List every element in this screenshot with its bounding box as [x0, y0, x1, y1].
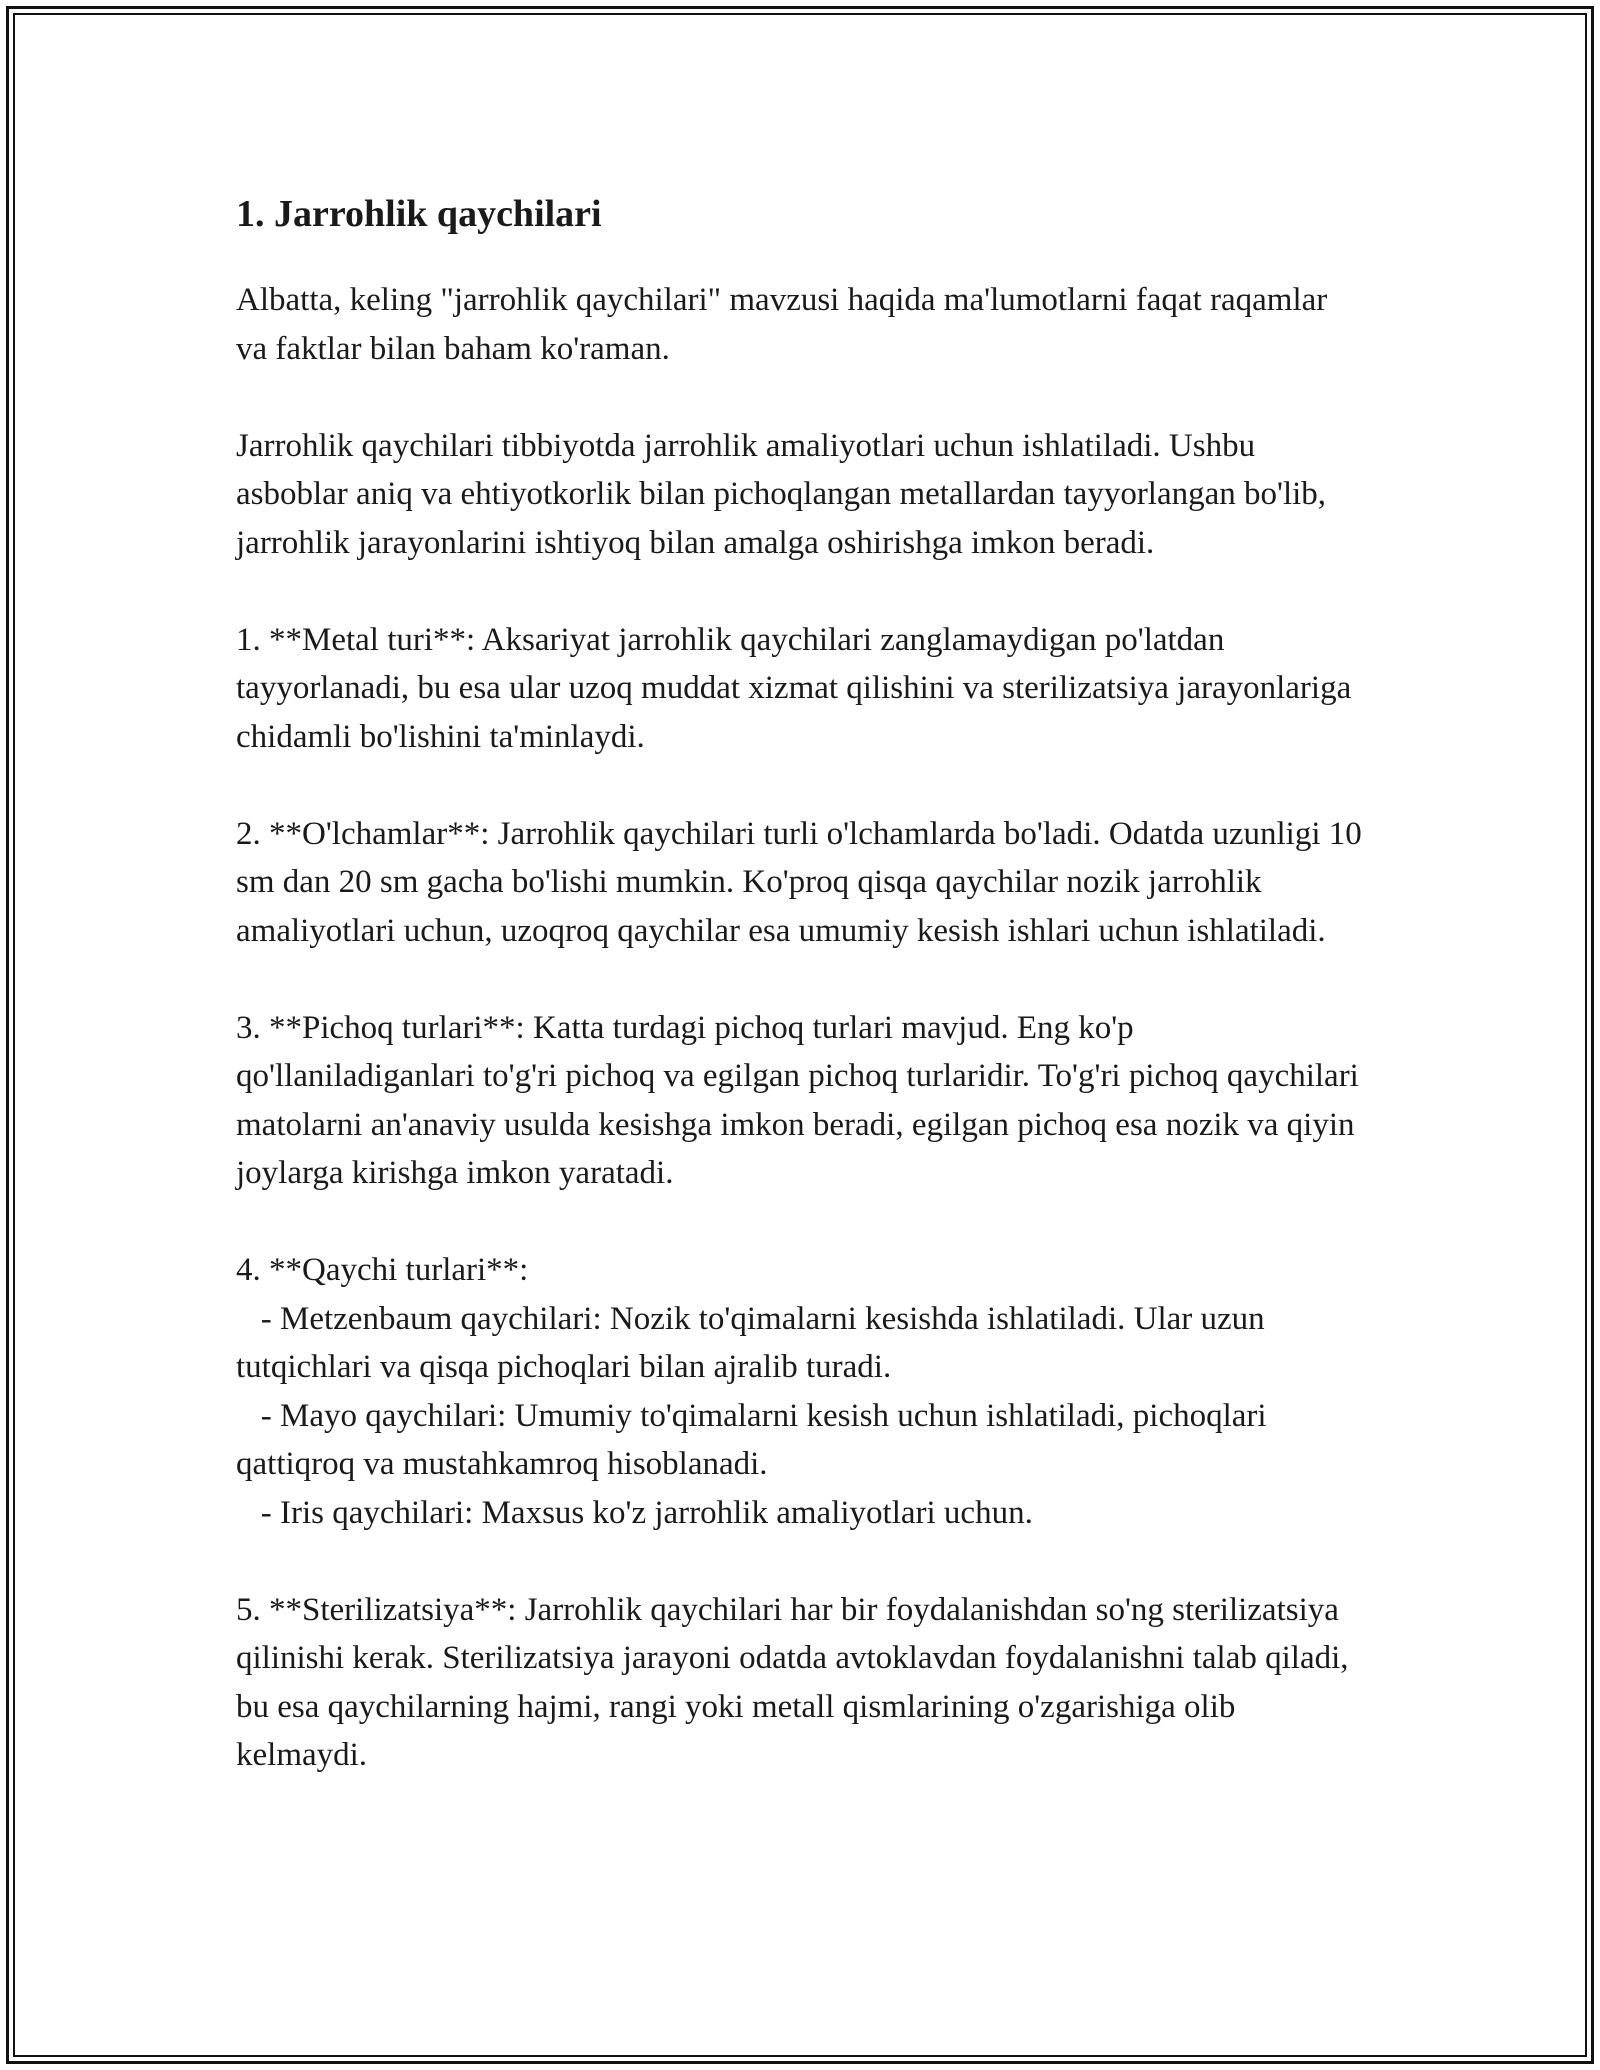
scissor-type-iris: - Iris qaychilari: Maxsus ko'z jarrohlik amaliyotlari uchun. [236, 1494, 1033, 1531]
sterilization-paragraph: 5. **Sterilizatsiya**: Jarrohlik qaychilari har bir foydalanishdan so'ng sterilizatsiya qilinishi kerak. Sterilizatsiya jarayoni odatda avtoklavdan foydalanishni talab qiladi, bu esa qaychilarning hajmi, rangi yoki metall qismlarining o'zgarishiga olib kelmaydi. [236, 1591, 1349, 1773]
scissor-type-metzenbaum: - Metzenbaum qaychilari: Nozik to'qimalarni kesishda ishlatiladi. Ular uzun tutqichlari va qisqa pichoqlari bilan ajralib turadi. [236, 1300, 1273, 1385]
metal-type-paragraph: 1. **Metal turi**: Aksariyat jarrohlik qaychilari zanglamaydigan po'latdan tayyorlanadi, bu esa ular uzoq muddat xizmat qilishini va sterilizatsiya jarayonlariga chidamli bo'lishini ta'minlaydi. [236, 621, 1352, 755]
overview-paragraph: Jarrohlik qaychilari tibbiyotda jarrohlik amaliyotlari uchun ishlatiladi. Ushbu asboblar aniq va ehtiyotkorlik bilan pichoqlangan metallardan tayyorlangan bo'lib, jarrohlik jarayonlarini ishtiyoq bilan amalga oshirishga imkon beradi. [236, 427, 1327, 561]
scissor-types-heading: 4. **Qaychi turlari**: [236, 1252, 529, 1288]
intro-paragraph: Albatta, keling "jarrohlik qaychilari" mavzusi haqida ma'lumotlarni faqat raqamlar va faktlar bilan baham ko'raman. [236, 282, 1328, 367]
sizes-paragraph: 2. **O'lchamlar**: Jarrohlik qaychilari turli o'lchamlarda bo'ladi. Odatda uzunligi 10 sm dan 20 sm gacha bo'lishi mumkin. Ko'proq qisqa qaychilar nozik jarrohlik amaliyotlari uchun, uzoqroq qaychilar esa umumiy kesish ishlari uchun ishlatiladi. [236, 815, 1362, 949]
document-title: 1. Jarrohlik qaychilari [236, 193, 602, 235]
scissor-types-section [236, 1246, 1366, 1537]
blade-types-paragraph: 3. **Pichoq turlari**: Katta turdagi pichoq turlari mavjud. Eng ko'p qo'llaniladiganlari to'g'ri pichoq va egilgan pichoq turlaridir. To'g'ri pichoq qaychilari matolarni an'anaviy usulda kesishga imkon beradi, egilgan pichoq esa nozik va qiyin joylarga kirishga imkon yaratadi. [236, 1009, 1359, 1191]
document-body [236, 186, 1366, 1780]
scissor-type-mayo: - Mayo qaychilari: Umumiy to'qimalarni kesish uchun ishlatiladi, pichoqlari qattiqroq va mustahkamroq hisoblanadi. [236, 1397, 1275, 1482]
